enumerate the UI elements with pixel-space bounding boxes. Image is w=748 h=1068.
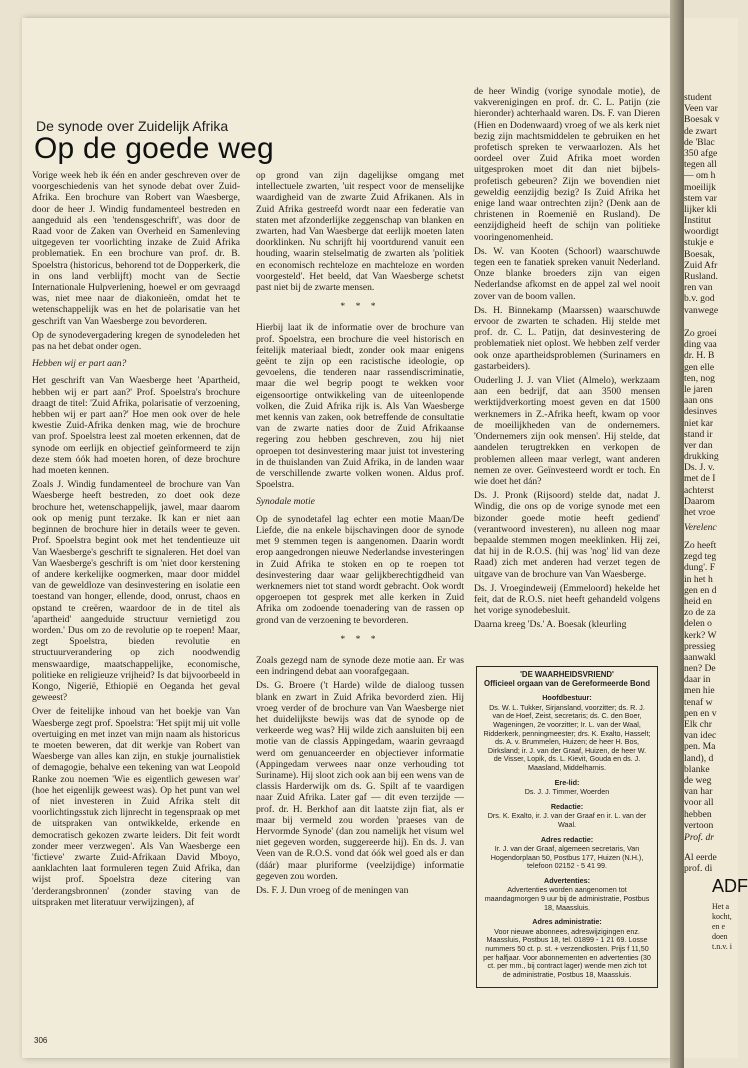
subheading: Hebben wij er part aan? [32, 358, 127, 370]
address-text: Ir. J. van der Graaf, algemeen secretaris, Van Hogendorplaan 50, Postbus 177, Huizen (N.H.), telefoon 02152 - 5 41 99. [490, 844, 644, 871]
paragraph: Zoals gezegd nam de synode deze motie aan. Er was een indringend debat aan voorafgegaan. [256, 654, 464, 678]
paragraph: Ouderling J. J. van Vliet (Almelo), werkzaam aan een bedrijf, dat aan 3500 mensen werktijdverkorting moest geven en dat 1500 werknemers in Z.-Afrika heeft, kwam op voor de moeilijkheden van de ondernemers. 'Ondernemers zijn ook mensen'. Hij stelde, dat aandelen terugtrekken en verkopen de problemen alleen maar verlegt, want anderen nemen ze over. Geïnvesteerd wordt er toch. En wie doet het dán? [474, 375, 660, 487]
paragraph: op grond van zijn dagelijkse omgang met intellectuele zwarten, 'uit respect voor de menselijke waardigheid van de zwarte Zuid Afrikanen. Als in Zuid Afrika gestreefd wordt naar een federatie van staten met afzonderlijke zeggenschap van blanken en zwarten, had Van Waesberge dat eerlijk moeten laten doorklinken. Nu schrijft hij voortdurend vanuit een houding, waarin stelselmatig de zwarten als 'politiek en economisch rechteloze en machteloze en worden voorgesteld'. Het beeld, dat Van Waesberge schetst past niet bij de zwarte mensen. [256, 170, 464, 294]
paragraph: Daarna kreeg 'Ds.' A. Boesak (kleurling [474, 619, 627, 631]
address-heading: Adres redactie: [540, 834, 594, 844]
paragraph: Ds. J. Vroegindeweij (Emmeloord) hekelde het feit, dat de R.O.S. niet heeft gehandeld volgens het vorige synodebesluit. [474, 582, 660, 617]
masthead-box [476, 666, 658, 988]
honor-heading: Ere-lid: [554, 777, 580, 787]
admin-text: Voor nieuwe abonnees, adreswijzigingen enz. Maassluis, Postbus 18, tel. 01899 - 1 21 69. Losse nummers 50 ct. p. st. + verzendkosten. Prijs f 11,50 per halfjaar. Voor abonnementen en advertenties (30 ct. per mm., bij contract lager) wende men zich tot de administratie, Postbus 18, Maassluis. [483, 926, 651, 979]
adjacent-box-text: Het a kocht, en e doen t.n.v. i [712, 902, 732, 951]
ads-text: Advertenties worden aangenomen tot maandagmorgen 9 uur bij de administratie, Postbus 18, Maassluis. [484, 885, 650, 912]
admin-heading: Adres administratie: [532, 917, 602, 927]
adjacent-column-a: student Veen var Boesak v de zwart de 'Blac 350 afge tegen all — om h moeilijk stem var lijker kli Institut woordigt stukje e Boesak, Zuid Afr Rusland. ren van b.v. god vanwege [684, 92, 720, 316]
adjacent-subheading: Verelenc [684, 522, 717, 533]
adjacent-column-d: Al eerde prof. di [684, 852, 717, 875]
paragraph: Zoals J. Windig fundamenteel de brochure van Van Waesberge heeft bestreden, zo doet ook deze brochure het, wetenschappelijk, jawel, maar daarom ook op menig punt terzake. Ik kan er niet aan beginnen de brochure hier in details weer te geven. Prof. Spoelstra begint ook met het tendentieuze uit Van Waesberge's geschrift te signaleren. Het doel van Van Waesberge's geschrift is om 'niet door kerstening of andere kerkelijke oogmerken, maar door middel van de geweldloze van desinvestering en isolatie een toestand van honger, ellende, dood, onrust, chaos en opstand te creëren, waardoor de in de titel als 'apartheid' aangeduide structuur vernietigd zou worden.' Dus om zo de revolutie op te roepen! Maar, zegt Spoelstra, bieden revolutie en structuurverandering op zich noodwendig menswaardige, maatschappelijke, economische, politieke en religieuze vrijheid? Is dat bijvoorbeeld in Kongo, Nigerië, Ethiopië en Oeganda het geval geweest? [32, 479, 240, 704]
section-divider: * * * [340, 301, 380, 313]
paragraph: de heer Windig (vorige synodale motie), de vakverenigingen en prof. dr. C. L. Patijn (zie hieronder) achterhaald waren. Ds. F. van Dieren (Hien en Dodenwaard) vroeg of we als kerk niet bezig zijn machtsmiddelen te gebruiken en het profetisch spreken te verwaarlozen. Als het oordeel over Zuid Afrika moet worden uitgesproken moet dit dan niet bijbels-profetisch gebeuren? Zijn we bovendien niet geweldig eenzijdig bezig? Is Zuid Afrika het enige land waar ontrechten zijn? (Denk aan de christenen in Roemenië en Rusland). De eenzijdigheid heeft de schijn van politieke vooringenomenheid. [474, 86, 660, 243]
page-number: 306 [34, 1036, 48, 1045]
column-1 [32, 170, 240, 911]
column-2 [256, 170, 464, 899]
paragraph: Ds. G. Broere ('t Harde) wilde de dialoog tussen blank en zwart in Zuid Afrika bevorderd zien. Hij vroeg verder of de brochure van Van Waesberge niet het duidelijkste bewijs was dat de synode op de verkeerde weg was? Hij wilde zich aansluiten bij een motie van de classis Appingedam, waarin gevraagd werd om genuanceerder en objectiever informatie (Appingedam verwees naar onze verhouding tot Suriname). Hij sloot zich ook aan bij een wens van de classis Harderwijk om ds. G. Spilt af te vaardigen naar Zuid Afrika. Later gaf — dit even terzijde — prof. dr. H. Berkhof aan dit laatste zijn fiat, als er maar bij vermeld zou worden 'praeses van de Hervormde Synode' (dan zou namelijk het visum wel niet gegeven worden, suggereerde hij). En ds. J. van Veen van de R.O.S. vond dat óók wel goed als er dan (dáár) maar pluriforme (veelzijdige) informatie gegeven zou worden. [256, 680, 464, 882]
adjacent-subheading-2: Prof. dr [684, 832, 715, 843]
ads-heading: Advertenties: [544, 875, 590, 885]
adjacent-column-c: Zo heeft zegd teg dung'. F in het h gen en d heid en zo de za delen o kerk? W pressieg aanwakl nen? De daar in men hie tenaf w pen en v Elk chr van idec pen. Ma land), d blanke de weg van har voor all hebben vertoon [684, 540, 717, 831]
paragraph: Ds. F. J. Dun vroeg of de meningen van [256, 884, 409, 896]
honor-text: Ds. J. J. Timmer, Woerden [524, 787, 610, 797]
masthead-subtitle: Officieel orgaan van de Gereformeerde Bond [484, 678, 650, 688]
section-divider: * * * [340, 633, 380, 645]
article-kicker: De synode over Zuidelijk Afrika [36, 118, 229, 134]
paragraph: Op de synodevergadering kregen de synodeleden het pas na het debat onder ogen. [32, 329, 240, 353]
board-heading: Hoofdbestuur: [542, 693, 592, 703]
column-3 [474, 86, 660, 634]
paragraph: Op de synodetafel lag echter een motie Maan/De Liefde, die na enkele bijschavingen door de synode met 9 stemmen tegen is aangenomen. Daarin wordt erop aangedrongen nieuwe Nederlandse investeringen in Zuid Afrika te stoken en op te roepen tot desinvestering daar waar gelijkberechtigdheid van werknemers niet tot stand wordt gebracht. Ook wordt opgeroepen tot gesprek met alle kerken in Zuid Afrika om zodoende toenadering van de rassen op grond van de verzoening te bevorderen. [256, 513, 464, 626]
paragraph: Over de feitelijke inhoud van het boekje van Van Waesberge zegt prof. Spoelstra: 'Het spijt mij uit volle overtuiging en met inzet van mijn naam als historicus te moeten beweren, dat dit werkje van Robert van Waesberge van alles kan zijn, en stukje journalistiek of demagogie, behalve een tekening van wat Leopold Ranke zou noemen 'Wie es eigentlich gewesen war' (hoe het eigenlijk geweest was). Op het punt van wel of niet investeren in Zuid Afrika stelt dit voorlichtingsstuk zich lijnrecht in tegenspraak op met de uitspraken van ontwikkelde, erkende en democratisch gekozen zwarte leiders. Dit feit wordt zonder meer verzwegen'. Als Van Waesberge een 'fictieve' zwarte Zuid-Afrikaan David Mboyo, aanklachten laat formuleren tegen Zuid Afrika, dan wijst prof. Spoelstra deze citering van 'derderangsbronnen' (zonder staving van de uitspraken met literatuur verwijzingen), af [32, 706, 240, 908]
page-gutter [670, 0, 684, 1068]
subheading: Synodale motie [256, 496, 315, 508]
paragraph: Ds. J. Pronk (Rijsoord) stelde dat, nadat J. Windig, die ons op de vorige synode met een bizonder goede motie heeft gediend' (verantwoord investeren), nu alleen nog maar bepaalde stemmen mogen meeklinken. Hij zei, dat hij in de R.O.S. (hij was 'nog' lid van deze Raad) zich met anderen had verzet tegen de uitgave van de brochure van Van Waesberge. [474, 490, 660, 580]
adjacent-box-title: ADF [712, 876, 748, 896]
adjacent-column-b: Zo groei ding vaa dr. H. B gen elle ten, nog le jaren aan ons desinves niet kar stand ir ver dan drukking Ds. J. v. met de I achterst Daarom het vroe [684, 328, 719, 518]
paragraph: Hierbij laat ik de informatie over de brochure van prof. Spoelstra, een brochure die veel historisch en feitelijk materiaal biedt, zonder ook maar enigens geënt te zijn op een racistische ideologie, op gevoelens, die tenderen naar rassendiscriminatie, maar die wel begrip poogt te wekken voor eigensoortige ontwikkeling van de uiteenlopende volken, die Zuid Afrika rijk is. Als Van Waesberge met kennis van zaken, ook betreffende de consultatie van de zwarte naties door de Zuid Afrikaanse regering zou hebben geschreven, zou hij niet oproepen tot desinvestering maar juist tot investering in de thuislanden van Zuid Afrika, in de landen waar de verschillende zwarte volken wonen. Aldus prof. Spoelstra. [256, 322, 464, 491]
editorial-heading: Redactie: [550, 801, 584, 811]
paragraph: Vorige week heb ik één en ander geschreven over de voorgeschiedenis van het synode debat over Zuid-Afrika. Een brochure van Robert van Waesberge, door de heer J. Windig fundamenteel bestreden en aangeduid als een 'tendensgeschrift', was door de Raad voor de Zaken van Overheid en Samenleving uitgegeven ter voorlichting inzake de Zuid Afrika problematiek. En een brochure van prof. dr. B. Spoelstra (historicus, behorend tot de Dopperkerk, die in ons land verblijft) mocht van de Sectie Internationale Hulpverlening, hoewel er om gevraagd was, niet mee naar de diakonieën, omdat het te wetenschappelijk was en het de polarisatie van het geschrift van Van Waesberge zou bevorderen. [32, 170, 240, 327]
paragraph: Het geschrift van Van Waesberge heet 'Apartheid, hebben wij er part aan?' Prof. Spoelstra's brochure draagt de titel: 'Zuid Afrika, polarisatie of verzoening, hebben wij er part aan?' Hoe men ook over de hele kwestie Zuid-Afrika denken mag, wie de brochure van prof. Spoelstra leest zal moeten erkennen, dat de synode om eerlijk en objectief geïnformeerd te zijn deze stem óók had moeten horen, of deze brochure had moeten kennen. [32, 375, 240, 477]
masthead-title: 'DE WAARHEIDSVRIEND' [520, 670, 614, 679]
editorial-text: Drs. K. Exalto, ir. J. van der Graaf en ir. L. van der Waal. [487, 811, 647, 829]
article-title: Op de goede weg [34, 132, 274, 165]
paragraph: Ds. H. Binnekamp (Maarssen) waarschuwde ervoor de zwarten te schaden. Hij stelde met prof. dr. C. L. Patijn, dat desinvestering de problematiek niet oplost. We hebben zelf verder ook onze apartheidsproblemen (Surinamers en gastarbeiders). [474, 304, 660, 372]
paragraph: Ds. W. van Kooten (Schoorl) waarschuwde tegen een te fanatiek spreken vanuit Nederland. Onze blanke broeders zijn van eigen Nederlandse afkomst en de appel zal wel nooit zover van de boom vallen. [474, 245, 660, 302]
board-text: Ds. W. L. Tukker, Sirjansland, voorzitter; ds. R. J. van de Hoef, Zeist, secretaris; ds. C. den Boer, Wageningen, 2e voorzitter; Ir. L. van der Waal, Ridderkerk, penningmeester; drs. K. Exalto, Hasselt; ds. A. v. Brummelen, Huizen; de heer H. Bos, Dirksland; ir. J. van der Graaf, Huizen, de heer W. de Visser, Lopik, ds. L. Kievit, Gouda en ds. J. Maasland, Middelharnis. [483, 702, 651, 772]
